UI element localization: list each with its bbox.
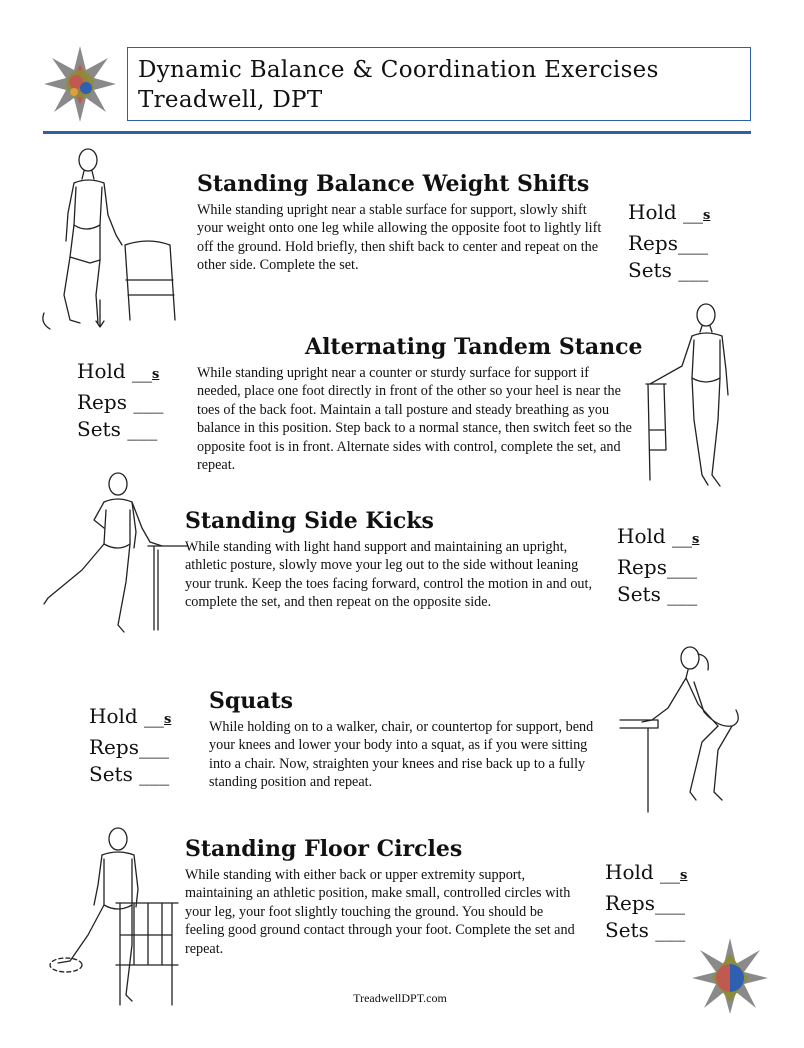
reps-field[interactable]: Reps ___ <box>77 389 164 414</box>
hold-field[interactable]: Hold __s <box>617 524 700 548</box>
figure-tandem-stance <box>636 300 748 495</box>
sets-field[interactable]: Sets ___ <box>605 918 686 942</box>
sets-field[interactable]: Sets ___ <box>617 582 698 606</box>
exercise-1-prescription <box>628 199 710 285</box>
exercise-1-description: While standing upright near a stable surface for support, slowly shift your weight onto one leg while allowing the opposite foot to lightly lift off the ground. Hold briefly, then shift back to center and repeat on the other side. Complete the set. <box>197 202 602 274</box>
reps-field[interactable]: Reps___ <box>605 890 685 915</box>
exercise-3-description: While standing with light hand support and maintaining an upright, athletic posture, slowly move your leg out to the side without leaning your trunk. Keep the toes facing forward, control the motion in and out, complete the set, and then repeat on the opposite side. <box>185 539 592 611</box>
figure-squat <box>618 642 750 822</box>
footer-star-icon <box>690 936 770 1016</box>
figure-weight-shift <box>30 145 190 335</box>
exercise-5-description: While standing with either back or upper extremity support, maintaining an athletic position, make small, controlled circles with your leg, your foot slightly touching the ground. You should be feeling good ground contact through your foot. Complete the set and repeat. <box>185 867 575 957</box>
title-line-2: Treadwell, DPT <box>138 87 323 113</box>
exercise-2-description: While standing upright near a counter or sturdy surface for support if needed, place one foot directly in front of the other so your heel is near the toes of the back foot. Maintain a tall posture and steady breathing as you balance in this position. Step back to a normal stance, then switch feet so the opposite foot is in front. Alternate sides with control, complete the set, and repeat. <box>197 365 632 474</box>
reps-field[interactable]: Reps___ <box>628 230 708 255</box>
figure-side-kick <box>38 470 188 640</box>
exercise-1-title: Standing Balance Weight Shifts <box>197 171 590 197</box>
exercise-2-title: Alternating Tandem Stance <box>305 334 643 360</box>
hold-field[interactable]: Hold __s <box>77 359 160 383</box>
hold-field[interactable]: Hold __s <box>89 704 172 728</box>
reps-field[interactable]: Reps___ <box>617 554 697 579</box>
hold-field[interactable]: Hold __s <box>628 200 711 224</box>
hold-field[interactable]: Hold __s <box>605 860 688 884</box>
sets-field[interactable]: Sets ___ <box>77 417 158 441</box>
logo-star-icon <box>42 44 118 124</box>
figure-floor-circles <box>44 825 184 1010</box>
sets-field[interactable]: Sets ___ <box>628 258 709 282</box>
exercise-4-prescription <box>89 703 171 789</box>
exercise-3-title: Standing Side Kicks <box>185 508 434 534</box>
exercise-4-title: Squats <box>209 688 294 714</box>
sets-field[interactable]: Sets ___ <box>89 762 170 786</box>
exercise-4-description: While holding on to a walker, chair, or countertop for support, bend your knees and lower your body into a squat, as if you were sitting into a chair. Now, straighten your knees and rise back up to a fully standing position and repeat. <box>209 719 594 791</box>
footer-site: TreadwellDPT.com <box>353 991 447 1005</box>
reps-field[interactable]: Reps___ <box>89 734 169 759</box>
exercise-2-prescription <box>77 358 163 444</box>
title-line-1: Dynamic Balance & Coordination Exercises <box>138 57 659 83</box>
exercise-5-prescription <box>605 859 687 945</box>
exercise-5-title: Standing Floor Circles <box>185 836 463 862</box>
header-divider <box>43 131 751 134</box>
exercise-3-prescription <box>617 523 699 609</box>
page-title <box>138 55 659 115</box>
